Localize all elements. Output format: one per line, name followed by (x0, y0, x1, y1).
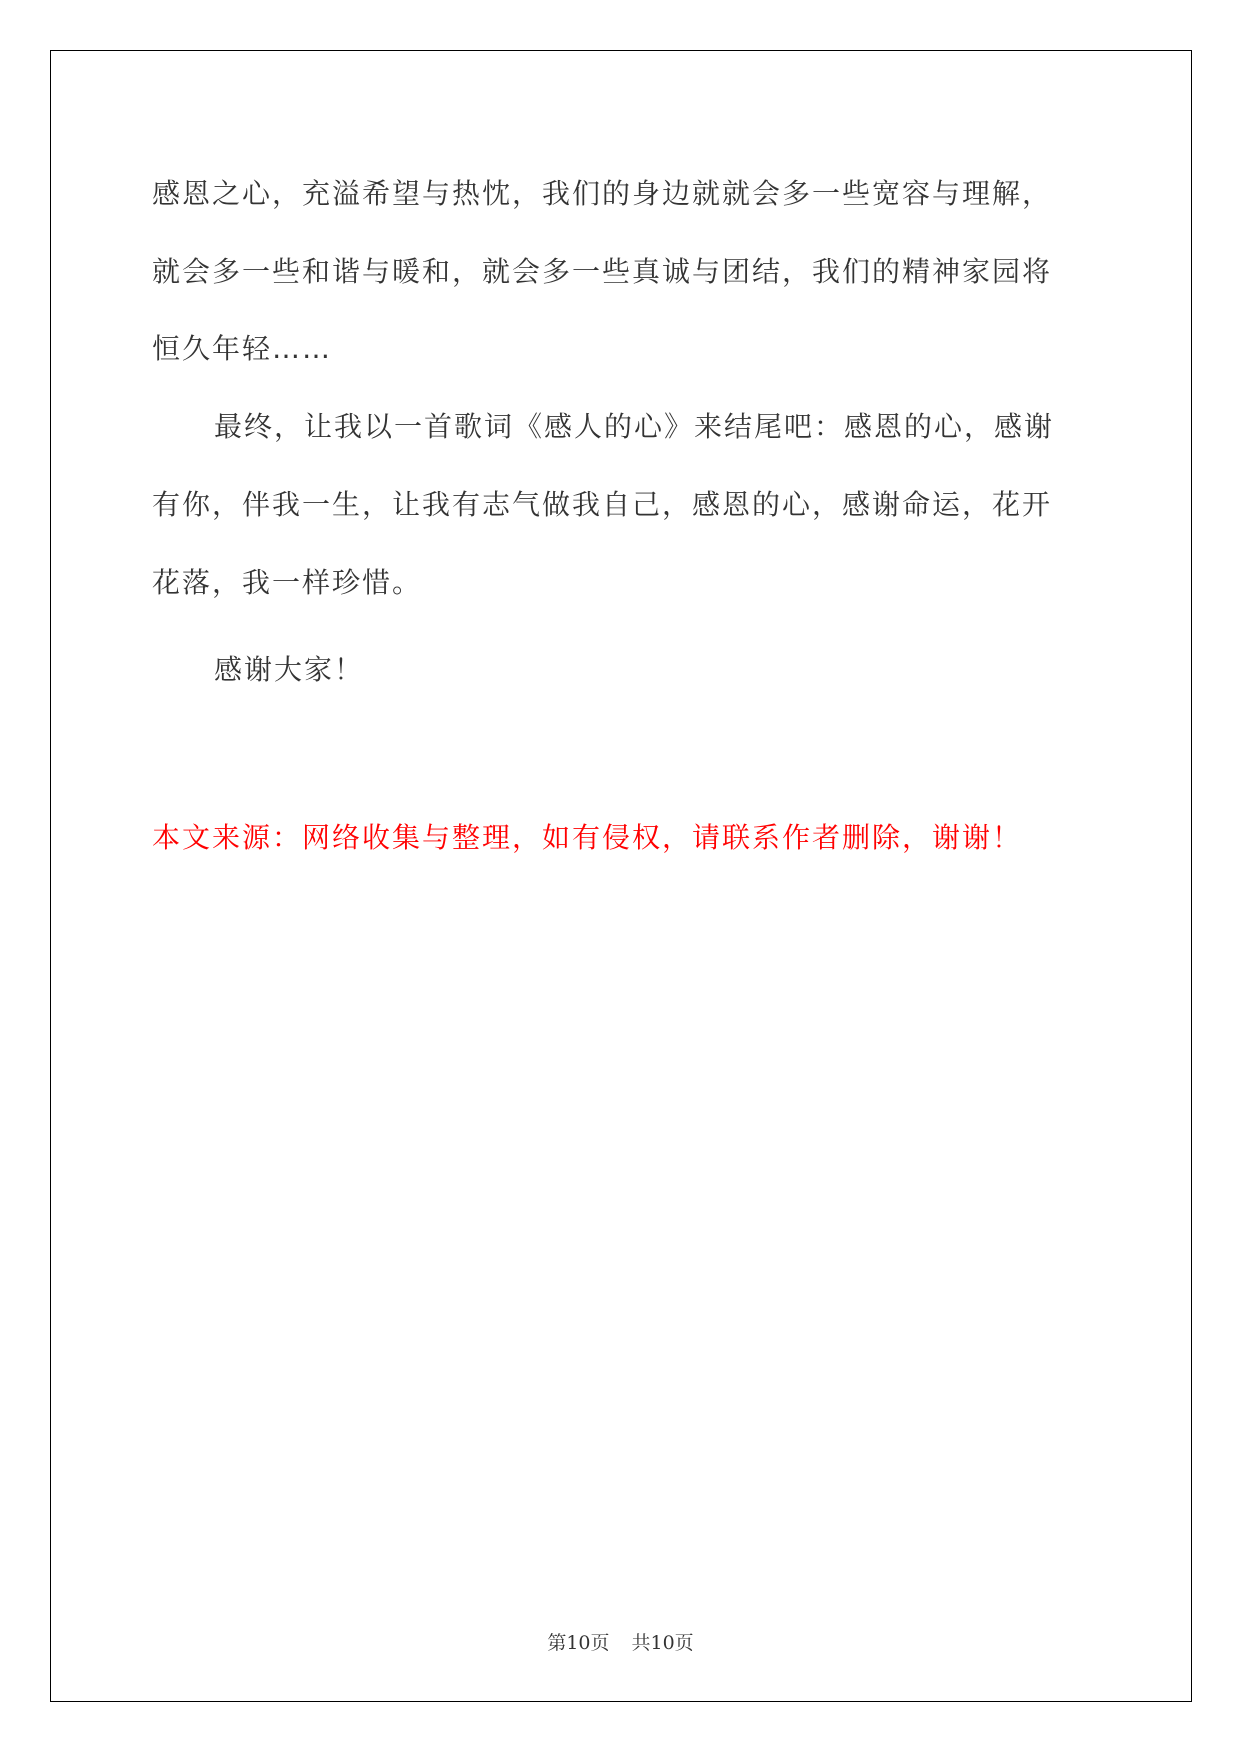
paragraph-2-line-2: 有你，伴我一生，让我有志气做我自己，感恩的心，感谢命运，花开 (152, 488, 1053, 521)
paragraph-1-line-2: 就会多一些和谐与暖和，就会多一些真诚与团结，我们的精神家园将 (152, 255, 1053, 288)
paragraph-2-line-3: 花落，我一样珍惜。 (152, 566, 423, 599)
paragraph-2-line-1: 最终，让我以一首歌词《感人的心》来结尾吧：感恩的心，感谢 (214, 410, 1055, 443)
page-footer (0, 1628, 1241, 1655)
page-number-total: 共10页 (631, 1632, 694, 1654)
page-border (50, 50, 1192, 1702)
paragraph-1-line-1: 感恩之心，充溢希望与热忱，我们的身边就就会多一些宽容与理解， (152, 177, 1053, 210)
paragraph-1-line-3: 恒久年轻…… (152, 332, 333, 365)
page-number-current: 第10页 (547, 1632, 610, 1654)
source-notice: 本文来源：网络收集与整理，如有侵权，请联系作者删除，谢谢！ (152, 821, 1023, 854)
closing-line: 感谢大家！ (214, 653, 365, 686)
